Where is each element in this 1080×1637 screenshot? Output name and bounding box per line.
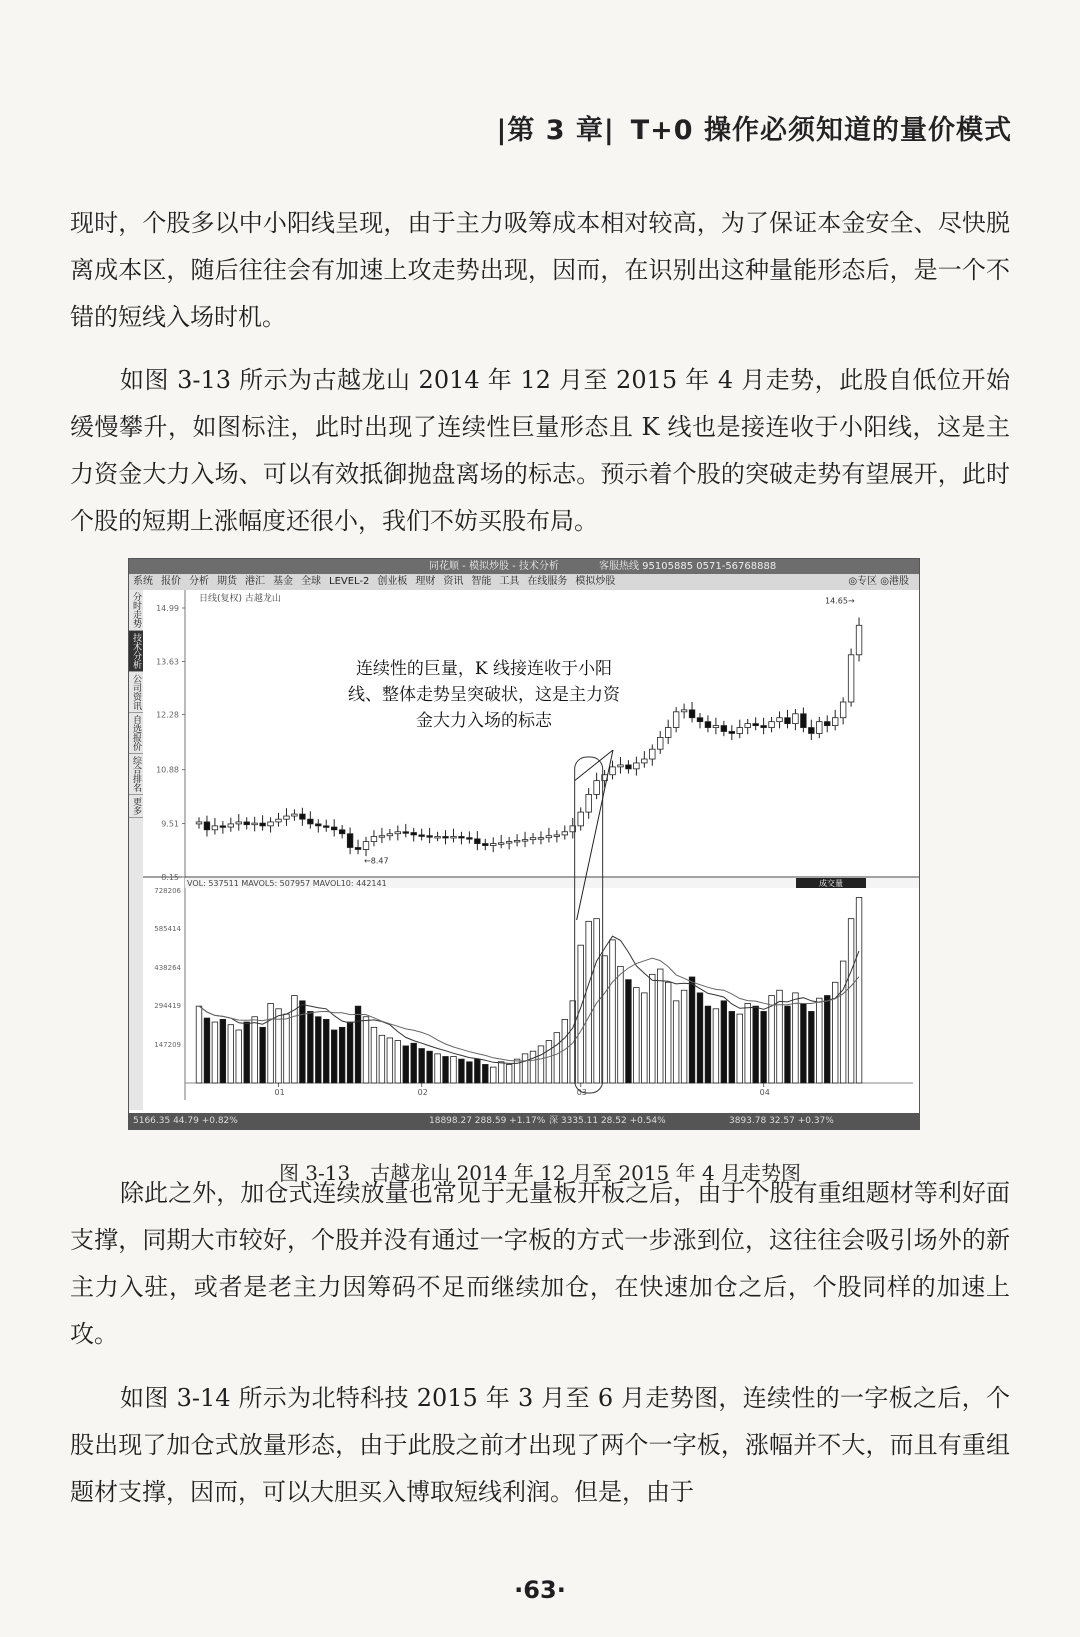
- candle-body: [363, 842, 369, 850]
- date-tick-label: 01: [274, 1088, 285, 1097]
- date-tick-label: 04: [759, 1088, 770, 1097]
- volume-bar: [665, 982, 671, 1083]
- side-tab[interactable]: 公司资讯: [129, 672, 143, 713]
- app-title: 同花顺 - 模拟炒股 - 技术分析: [429, 561, 559, 572]
- volume-bar: [729, 1011, 735, 1083]
- side-tab[interactable]: 技术分析: [129, 631, 143, 672]
- volume-bar: [228, 1025, 234, 1083]
- candle-body: [578, 812, 584, 826]
- candle-body: [244, 822, 250, 825]
- status-bar: [129, 1113, 919, 1129]
- candle-body: [490, 844, 496, 846]
- candle-body: [681, 710, 687, 712]
- volume-bar: [395, 1041, 401, 1083]
- volume-bar: [435, 1054, 441, 1083]
- candle-body: [594, 781, 600, 795]
- candle-body: [753, 724, 759, 726]
- volume-bar: [308, 1011, 314, 1083]
- volume-bar: [339, 1027, 345, 1083]
- menu-item[interactable]: 系统: [133, 576, 153, 587]
- page-header: [496, 108, 1012, 147]
- candle-body: [562, 832, 568, 835]
- chapter-title: T+0 操作必须知道的量价模式: [630, 115, 1012, 146]
- candle-body: [475, 839, 481, 844]
- candle-body: [347, 834, 353, 848]
- volume-bar: [721, 1001, 727, 1083]
- status-index: 深 3335.11 28.52 +0.54%: [549, 1116, 666, 1126]
- paragraph-1: 现时，个股多以中小阳线呈现，由于主力吸筹成本相对较高，为了保证本金安全、尽快脱离成本区，随后往往会有加速上攻走势出现，因而，在识别出这种量能形态后，是一个不错的短线入场时机。: [70, 209, 1010, 331]
- volume-bar: [586, 921, 592, 1083]
- candle-body: [737, 728, 743, 734]
- candle-body: [817, 722, 823, 734]
- candle-body: [379, 836, 385, 838]
- candle-body: [300, 814, 306, 819]
- chapter-label: |第 3 章|: [496, 115, 615, 146]
- candle-body: [355, 848, 361, 850]
- menu-item[interactable]: 分析: [189, 576, 209, 587]
- volume-tick-label: 438264: [154, 963, 181, 972]
- candle-body: [729, 731, 735, 733]
- volume-bar: [204, 1018, 210, 1083]
- volume-bar: [530, 1051, 536, 1083]
- volume-bar: [276, 1009, 282, 1083]
- menu-right-links[interactable]: ◎专区 ◎港股: [848, 576, 909, 587]
- menu-item[interactable]: LEVEL-2: [329, 576, 370, 587]
- candle-body: [268, 822, 274, 826]
- candle-body: [292, 814, 298, 816]
- volume-tick-label: 585414: [154, 924, 181, 933]
- volume-bar: [459, 1059, 465, 1083]
- volume-bar: [379, 1035, 385, 1083]
- candle-body: [530, 838, 536, 840]
- candle-body: [387, 834, 393, 836]
- volume-bar: [284, 1014, 290, 1083]
- volume-bar: [793, 993, 799, 1083]
- candle-body: [801, 714, 807, 728]
- volume-bar: [260, 1027, 266, 1083]
- volume-bar: [316, 1017, 322, 1083]
- volume-bar: [761, 1011, 767, 1083]
- candle-body: [546, 836, 552, 838]
- volume-bar: [713, 1009, 719, 1083]
- side-tab[interactable]: 更多: [129, 795, 143, 818]
- app-menubar: [129, 574, 919, 590]
- date-tick-label: 02: [417, 1088, 428, 1097]
- volume-bar: [626, 980, 632, 1083]
- volume-bar: [355, 1006, 361, 1083]
- volume-bar: [443, 1056, 449, 1083]
- volume-bar: [427, 1051, 433, 1083]
- volume-bar: [745, 1003, 751, 1083]
- volume-bar: [331, 1030, 337, 1083]
- price-tick-label: 13.63: [156, 657, 179, 667]
- high-price-label: 14.65→: [825, 596, 855, 606]
- candle-body: [506, 842, 512, 844]
- volume-bar: [475, 1059, 481, 1083]
- candle-body: [260, 823, 266, 826]
- chart-info: 日线(复权) 古越龙山: [199, 594, 281, 604]
- volume-bar: [506, 1064, 512, 1083]
- candle-body: [331, 827, 337, 830]
- page-number: ·63·: [514, 1576, 566, 1604]
- menu-item[interactable]: 港汇: [245, 576, 265, 587]
- volume-bar: [634, 988, 640, 1083]
- volume-bar: [347, 1022, 353, 1083]
- candle-body: [236, 822, 242, 824]
- candle-body: [642, 759, 648, 763]
- candle-body: [395, 832, 401, 834]
- volume-bar: [220, 1019, 226, 1083]
- candle-body: [610, 767, 616, 775]
- volume-label-text: 成交量: [819, 879, 843, 888]
- volume-tick-label: 294419: [154, 1001, 181, 1010]
- candle-body: [657, 737, 663, 749]
- side-tab[interactable]: 自选报价: [129, 713, 143, 754]
- volume-bar: [705, 1006, 711, 1083]
- candle-body: [196, 822, 202, 824]
- volume-info-text: VOL: 537511 MAVOL5: 507957 MAVOL10: 442141: [187, 879, 387, 888]
- candle-body: [673, 712, 679, 728]
- candle-body: [483, 844, 489, 846]
- side-tabs: [129, 590, 144, 1110]
- candle-body: [427, 836, 433, 838]
- candle-body: [419, 835, 425, 837]
- paragraph-3: 除此之外，加仓式连续放量也常见于无量板开板之后，由于个股有重组题材等利好面支撑，同期大市较好，个股并没有通过一字板的方式一步涨到位，这往往会吸引场外的新主力入驻，或者是老主力因筹码不足而继续加仓，在快速加仓之后，个股同样的加速上攻。: [70, 1179, 1010, 1348]
- volume-bar: [840, 961, 846, 1083]
- price-tick-label: 10.88: [156, 765, 179, 775]
- volume-bar: [801, 1003, 807, 1083]
- menu-item[interactable]: 工具: [499, 576, 520, 587]
- menu-item[interactable]: 创业板: [377, 576, 408, 587]
- volume-bar: [196, 1006, 202, 1083]
- candle-body: [220, 826, 226, 828]
- candle-body: [769, 722, 775, 728]
- server-info: 客服热线 95105885 0571-56768888: [599, 561, 777, 572]
- candle-body: [451, 836, 457, 838]
- candle-body: [276, 819, 282, 822]
- candle-body: [650, 749, 656, 759]
- candle-body: [848, 655, 854, 702]
- candle-body: [316, 824, 322, 826]
- candle-body: [634, 763, 640, 769]
- status-index: 5166.35 44.79 +0.82%: [133, 1116, 238, 1126]
- volume-bar: [681, 990, 687, 1083]
- candle-body: [538, 838, 544, 840]
- volume-bar: [673, 1001, 679, 1083]
- candle-body: [371, 836, 377, 841]
- volume-bar: [323, 1019, 329, 1083]
- volume-bar: [809, 1011, 815, 1083]
- side-tab[interactable]: 分时走势: [129, 590, 143, 631]
- stock-chart-figure: [128, 558, 920, 1130]
- candle-body: [721, 726, 727, 732]
- date-tick-label: 03: [576, 1088, 587, 1097]
- volume-bar: [848, 919, 854, 1083]
- candle-body: [761, 726, 767, 728]
- candle-body: [339, 830, 345, 834]
- volume-bar: [650, 974, 656, 1083]
- volume-bar: [522, 1054, 528, 1083]
- candle-body: [856, 625, 862, 654]
- volume-bar: [554, 1033, 560, 1083]
- menu-item[interactable]: 资讯: [443, 576, 464, 587]
- candle-body: [785, 718, 791, 724]
- candle-body: [824, 722, 830, 726]
- candle-body: [793, 714, 799, 724]
- menu-item[interactable]: 在线服务: [527, 576, 568, 587]
- volume-bar: [252, 1017, 258, 1083]
- price-tick-label: 14.99: [156, 604, 179, 613]
- low-price-label: ←8.47: [364, 856, 389, 866]
- status-index: 3893.78 32.57 +0.37%: [729, 1116, 834, 1126]
- volume-bar: [411, 1043, 417, 1083]
- volume-bar: [236, 1030, 242, 1083]
- candle-body: [554, 835, 560, 837]
- volume-bar: [483, 1064, 489, 1083]
- candle-body: [284, 816, 290, 819]
- volume-bar: [817, 998, 823, 1083]
- candle-body: [252, 823, 258, 825]
- candle-body: [777, 718, 783, 722]
- volume-bar: [610, 940, 616, 1083]
- volume-bar: [785, 1006, 791, 1083]
- volume-bar: [451, 1056, 457, 1083]
- candle-body: [435, 836, 441, 838]
- candle-body: [443, 836, 449, 838]
- menu-item[interactable]: 期货: [217, 576, 237, 587]
- candle-body: [323, 826, 329, 828]
- menu-item[interactable]: 基金: [273, 576, 293, 587]
- volume-bar: [490, 1067, 496, 1083]
- volume-bar: [419, 1049, 425, 1083]
- volume-bar: [753, 1006, 759, 1083]
- volume-bar: [498, 1062, 504, 1083]
- menu-item[interactable]: 智能: [471, 576, 492, 587]
- volume-bar: [824, 996, 830, 1083]
- volume-bar: [578, 945, 584, 1083]
- menu-item[interactable]: 报价: [161, 576, 181, 587]
- chart-annotation: 连续性的巨量，K 线接连收于小阳线、整体走势呈突破状，这是主力资金大力入场的标志: [348, 659, 620, 731]
- candle-body: [228, 824, 234, 827]
- volume-tick-label: 147209: [154, 1040, 181, 1049]
- candle-body: [204, 822, 210, 830]
- candle-body: [586, 794, 592, 812]
- candle-body: [840, 702, 846, 718]
- candle-body: [705, 722, 711, 728]
- candle-body: [713, 726, 719, 728]
- volume-bar: [300, 1001, 306, 1083]
- price-tick-label: 12.28: [156, 710, 179, 720]
- volume-bar: [387, 1038, 393, 1083]
- candle-body: [809, 728, 815, 734]
- candle-body: [514, 840, 520, 842]
- volume-bar: [856, 897, 862, 1083]
- figure-caption: 图 3-13 古越龙山 2014 年 12 月至 2015 年 4 月走势图: [278, 1161, 802, 1185]
- menu-item[interactable]: 模拟炒股: [575, 576, 616, 587]
- volume-bar: [467, 1062, 473, 1083]
- candle-body: [522, 840, 528, 842]
- candle-body: [618, 765, 624, 767]
- volume-bar: [769, 996, 775, 1083]
- price-tick-label: 9.51: [161, 819, 179, 829]
- volume-bar: [538, 1046, 544, 1083]
- volume-bar: [371, 1027, 377, 1083]
- price-tick-label: 8.15: [161, 873, 179, 882]
- volume-bar: [363, 1017, 369, 1083]
- candle-body: [745, 724, 751, 728]
- candle-body: [697, 718, 703, 722]
- volume-bar: [212, 1022, 218, 1083]
- candle-body: [212, 826, 218, 830]
- candle-body: [689, 710, 695, 718]
- volume-tick-label: 728206: [154, 887, 181, 895]
- volume-bar: [618, 966, 624, 1083]
- menu-item[interactable]: 全球: [301, 576, 321, 587]
- volume-bar: [777, 990, 783, 1083]
- candle-body: [832, 718, 838, 726]
- candle-body: [498, 843, 504, 845]
- volume-bar: [657, 969, 663, 1083]
- status-index: 18898.27 288.59 +1.17%: [429, 1116, 546, 1126]
- candle-body: [308, 819, 314, 824]
- volume-bar: [737, 1014, 743, 1083]
- app-titlebar: [129, 559, 919, 574]
- candle-body: [411, 833, 417, 835]
- volume-bar: [244, 1022, 250, 1083]
- menu-item[interactable]: 理财: [415, 576, 436, 587]
- side-tab[interactable]: 综合排名: [129, 754, 143, 795]
- candle-body: [467, 838, 473, 840]
- paragraph-4: 如图 3-14 所示为北特科技 2015 年 3 月至 6 月走势图，连续性的一字板之后，个股出现了加仓式放量形态，由于此股之前才出现了两个一字板，涨幅并不大，而且有重组题材支撑，因而，可以大胆买入博取短线利润。但是，由于: [70, 1384, 1010, 1506]
- paragraph-2: 如图 3-13 所示为古越龙山 2014 年 12 月至 2015 年 4 月走势，此股自低位开始缓慢攀升，如图标注，此时出现了连续性巨量形态且 K 线也是接连收于小阳线，这是主力资金大力入场、可以有效抵御抛盘离场的标志。预示着个股的突破走势有望展开，此时个股的短期上涨幅度还很小，我们不妨买股布局。: [70, 366, 1010, 535]
- volume-bar: [268, 1003, 274, 1083]
- candle-body: [626, 765, 632, 769]
- candle-body: [459, 836, 465, 838]
- volume-bar: [697, 993, 703, 1083]
- volume-bar: [546, 1041, 552, 1083]
- volume-bar: [403, 1046, 409, 1083]
- candle-body: [403, 832, 409, 834]
- volume-bar: [689, 977, 695, 1083]
- candle-body: [665, 728, 671, 738]
- volume-bar: [642, 993, 648, 1083]
